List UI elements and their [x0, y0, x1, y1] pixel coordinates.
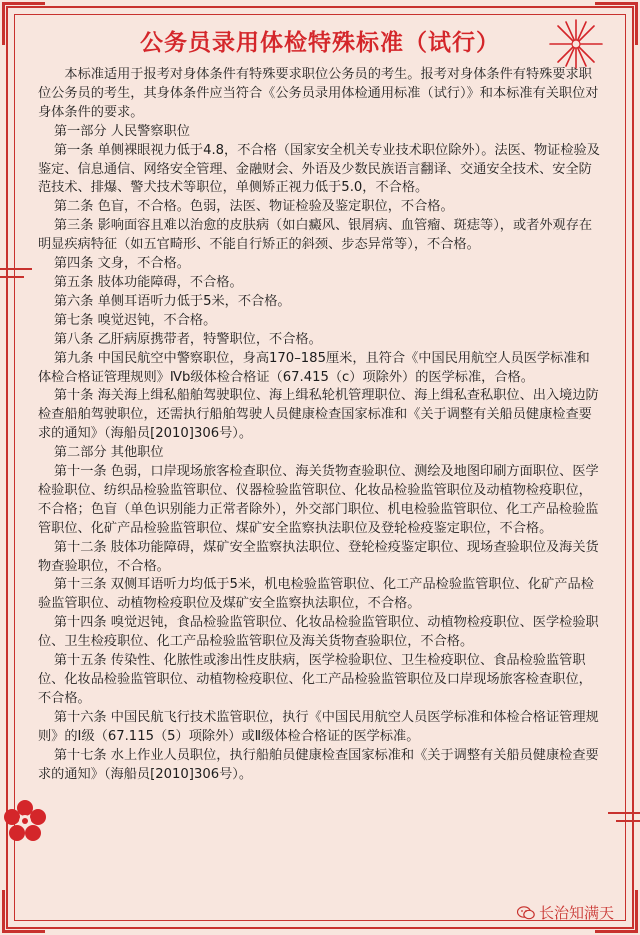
article-paragraph: 第三条 影响面容且难以治愈的皮肤病（如白癜风、银屑病、血管瘤、斑痣等），或者外观存在明显疾病特征（如五官畸形、不能自行矫正的斜颈、步态异常等），不合格。 — [38, 218, 593, 253]
watermark-text: 长治知满天 — [538, 904, 614, 922]
article-paragraph: 第十四条 嗅觉迟钝，食品检验监管职位、化妆品检验监管职位、动植物检疫职位、医学检验职位、卫生检疫职位、化工产品检验监管职位及海关货物查验职位，不合格。 — [38, 615, 599, 650]
article-paragraph: 第五条 肢体功能障碍，不合格。 — [53, 274, 243, 290]
article-paragraph: 第二条 色盲，不合格。色弱，法医、物证检验及鉴定职位，不合格。 — [53, 199, 454, 215]
article-paragraph: 第十二条 肢体功能障碍，煤矿安全监察执法职位、登轮检疫鉴定职位、现场查验职位及海关货物查验职位，不合格。 — [38, 539, 599, 574]
article-paragraph: 第十七条 水上作业人员职位，执行船舶员健康检查国家标准和《关于调整有关船员健康检查要求的通知》（海船员[2010]306号）。 — [38, 747, 599, 782]
side-ornament — [616, 820, 640, 822]
side-ornament — [608, 812, 640, 814]
section-heading: 第一部分 人民警察职位 — [53, 123, 190, 139]
article-paragraph: 第六条 单侧耳语听力低于5米，不合格。 — [53, 293, 291, 309]
document-body — [38, 66, 600, 784]
page-title: 公务员录用体检特殊标准（试行） — [140, 30, 500, 56]
article-paragraph: 第十三条 双侧耳语听力均低于5米，机电检验监管职位、化工产品检验监管职位、化矿产品检验监管职位、动植物检疫职位及煤矿安全监察执法职位，不合格。 — [38, 577, 594, 612]
intro-paragraph: 本标准适用于报考对身体条件有特殊要求职位公务员的考生。报考对身体条件有特殊要求职位公务员的考生，其身体条件应当符合《公务员录用体检通用标准（试行）》和本标准有关职位对身体条件的要求。 — [38, 67, 599, 120]
watermark — [517, 902, 614, 923]
article-paragraph: 第一条 单侧裸眼视力低于4.8，不合格（国家安全机关专业技术职位除外）。法医、物证检验及鉴定、信息通信、网络安全管理、金融财会、外语及少数民族语言翻译、交通安全技术、安全防范技术、排爆、警犬技术等职位，单侧矫正视力低于5.0，不合格。 — [38, 142, 600, 196]
article-paragraph: 第四条 文身，不合格。 — [53, 256, 190, 272]
wechat-icon — [517, 906, 535, 920]
article-paragraph: 第七条 嗅觉迟钝，不合格。 — [53, 312, 217, 328]
article-paragraph: 第十条 海关海上缉私船舶驾驶职位、海上缉私轮机管理职位、海上缉私查私职位、出入境边防检查船舶驾驶职位，还需执行船舶驾驶人员健康检查国家标准和《关于调整有关船员健康检查要求的通知》（海船员[2010]306号）。 — [38, 388, 599, 442]
article-paragraph: 第八条 乙肝病原携带者，特警职位，不合格。 — [53, 331, 322, 347]
article-paragraph: 第十五条 传染性、化脓性或渗出性皮肤病，医学检验职位、卫生检疫职位、食品检验监管职位、化妆品检验监管职位、动植物检疫职位、化工产品检验监管职位及口岸现场旅客检查职位，不合格。 — [38, 653, 592, 706]
article-paragraph: 第九条 中国民航空中警察职位，身高170–185厘米，且符合《中国民用航空人员医学标准和体检合格证管理规则》Ⅳb级体检合格证（67.415（c）项除外）的医学标准，合格。 — [38, 350, 590, 385]
article-paragraph: 第十六条 中国民航飞行技术监管职位，执行《中国民用航空人员医学标准和体检合格证管理规则》的Ⅰ级（67.115（5）项除外）或Ⅱ级体检合格证的医学标准。 — [38, 709, 599, 744]
section-heading: 第二部分 其他职位 — [53, 445, 164, 461]
flower-decoration-icon — [2, 798, 48, 844]
side-ornament — [0, 276, 24, 278]
article-paragraph: 第十一条 色弱，口岸现场旅客检查职位、海关货物查验职位、测绘及地图印刷方面职位、医学检验职位、纺织品检验监管职位、仪器检验监管职位、化妆品检验监管职位及动植物检疫职位，不合格；色盲（单色识别能力正常者除外），外交部门职位、机电检验监管职位、化工产品检验监管职位、化矿产品检验监管职位、煤矿安全监察执法职位及登轮检疫鉴定职位，不合格。 — [38, 464, 599, 536]
corner-ornament — [2, 890, 45, 933]
side-ornament — [0, 268, 32, 270]
